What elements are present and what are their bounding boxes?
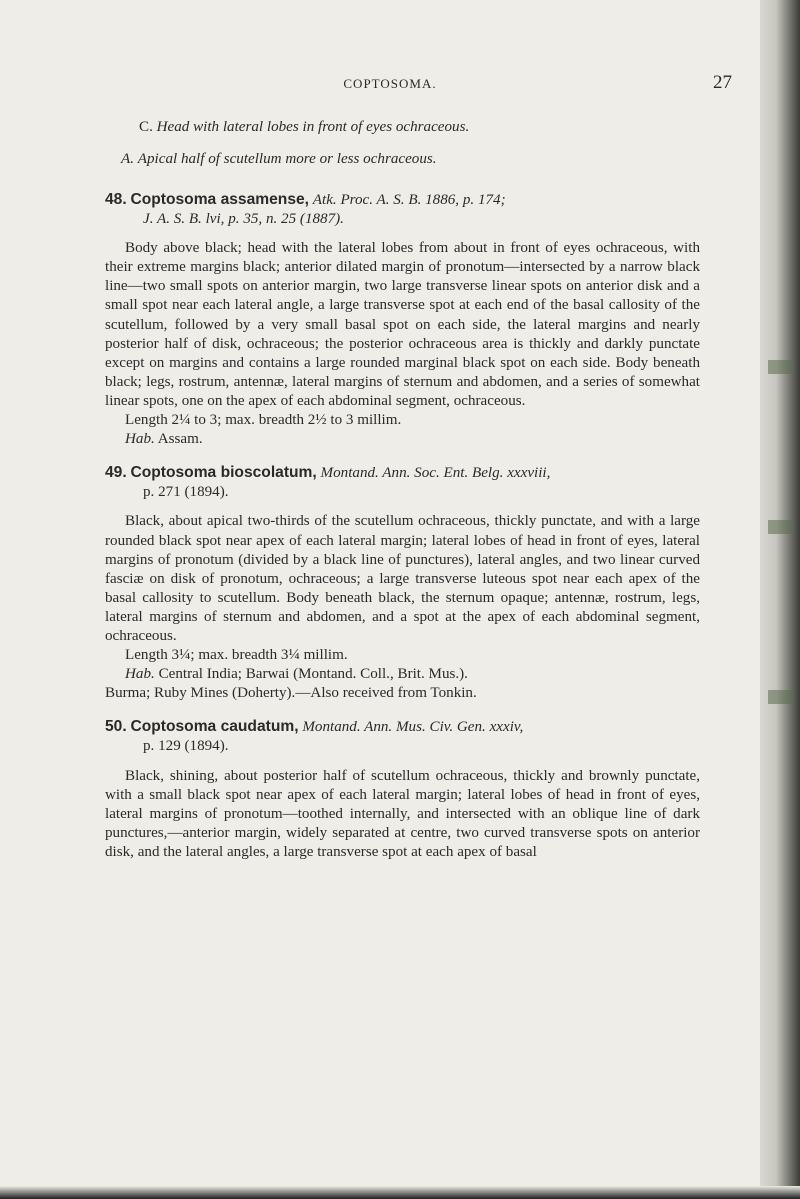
species-description: Black, about apical two-thirds of the scutellum ochraceous, thickly punctate, and with a large rounded black spot near apex of each lateral margin; lateral lobes of head in front of eyes, lateral margins of pronotum (divided by a black line of punctures), lateral angles, and two linear curved fasciæ on disk of pronotum, ochraceous; a large transverse luteous spot near each apex of the basal callosity to scutellum. Body beneath black, the sternum opaque; antennæ, rostrum, legs, lateral margins of sternum and abdomen, and a spot at the apex of each abdominal segment, ochraceous. [105,513,700,644]
species-name: Coptosoma caudatum, [130,718,299,736]
running-head [40,72,740,96]
key-letter-a: A. [121,151,134,167]
entry-heading [105,463,700,502]
species-name: Coptosoma assamense, [130,191,309,208]
species-citation: Montand. Ann. Soc. Ent. Belg. xxxviii, [320,465,551,482]
species-citation: Atk. Proc. A. S. B. 1886, p. 174; [312,192,506,208]
species-habitat [105,665,700,684]
habitat-extra: Burma; Ruby Mines (Doherty).—Also received from Tonkin. [105,685,477,702]
key-letter-c: C. [139,119,153,135]
species-description: Black, shining, about posterior half of scutellum ochraceous, thickly and brownly punctate, with a small black spot near apex of each lateral margin; lateral lobes of head in front of eyes, lateral margins of pronotum—toothed internally, and intersected with an oblique line of dark punctures,—anterior margin, widely separated at centre, two curved transverse spots on anterior disk, and the lateral angles, a large transverse spot at each apex of basal [105,767,700,860]
species-entry [105,463,700,703]
species-citation-cont: p. 271 (1894). [143,484,229,501]
species-number: 50. [105,718,127,736]
running-head-title: COPTOSOMA. [343,76,437,91]
species-number: 48. [105,191,127,208]
habitat-text: Central India; Barwai (Montand. Coll., Brit. Mus.). [158,666,468,683]
species-citation: Montand. Ann. Mus. Civ. Gen. xxxiv, [302,719,524,736]
species-description: Body above black; head with the lateral lobes from about in front of eyes ochraceous, with their extreme margins black; anterior dilated margin of pronotum—intersected by a narrow black line—two small spots on anterior margin, two large transverse linear spots on anterior disk and a small spot near each lateral angle, a large transverse spot at each end of the basal callosity of the scutellum, followed by a very small basal spot on each side, the lateral margins and nearly posterior half of disk, ochraceous; the posterior ochraceous area is thickly and darkly punctate except on margins and contains a large rounded marginal black spot on each side. Body beneath black; legs, rostrum, antennæ, lateral margins of sternum and abdomen, and a series of somewhat linear spots, one on the apex of each abdominal segment, ochraceous. [105,240,700,409]
species-length: Length 2¼ to 3; max. breadth 2½ to 3 millim. [125,412,402,429]
entry-heading [105,190,700,229]
key-line-a [105,150,700,180]
entry-heading [105,717,700,756]
key-line-c [105,118,700,150]
habitat-label: Hab. [125,431,155,448]
habitat-text: Assam. [157,431,203,448]
page-edge-shadow [760,0,800,1199]
species-entry [105,717,700,862]
main-text [105,118,700,862]
habitat-label: Hab. [125,666,155,683]
key-text-a: Apical half of scutellum more or less ochraceous. [137,151,437,167]
species-citation-cont: J. A. S. B. lvi, p. 35, n. 25 (1887). [143,211,344,228]
species-number: 49. [105,464,127,482]
species-name: Coptosoma bioscolatum, [130,464,317,482]
page-number: 27 [713,72,732,93]
key-text-c: Head with lateral lobes in front of eyes ochraceous. [156,119,470,135]
species-citation-cont: p. 129 (1894). [143,738,229,755]
page-bottom-edge [0,1186,800,1199]
species-length: Length 3¼; max. breadth 3¼ millim. [125,647,348,664]
species-entry [105,190,700,449]
species-habitat [105,430,700,449]
